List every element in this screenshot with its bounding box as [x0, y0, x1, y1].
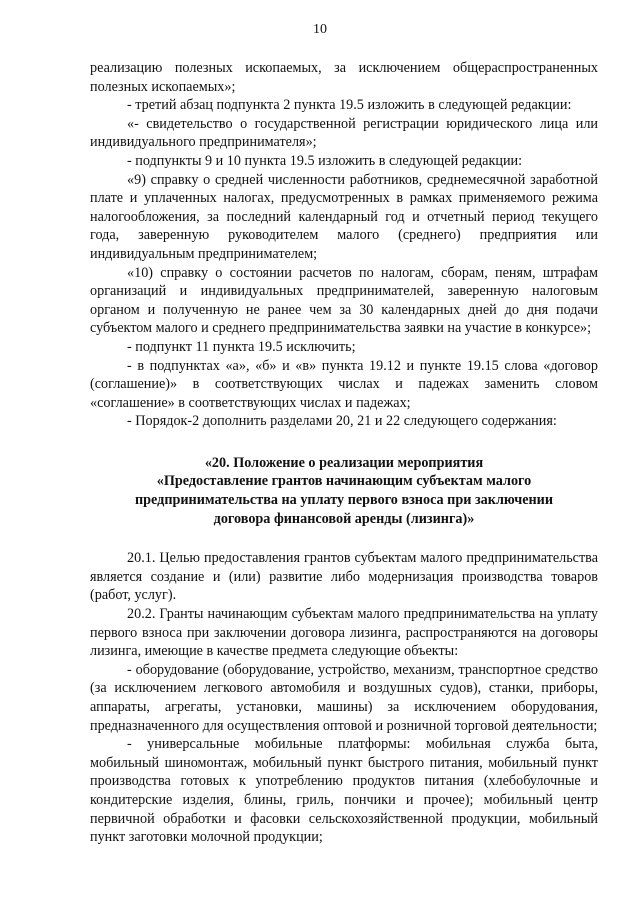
section-heading-line: предпринимательства на уплату первого взноса при заключении	[134, 492, 554, 509]
paragraph-quote-registration: «- свидетельство о государственной регистрации юридического лица или индивидуального предпринимателя»;	[90, 115, 598, 151]
page-number: 10	[313, 22, 327, 37]
paragraph-replace-words: - в подпунктах «а», «б» и «в» пункта 19.12 и пункте 19.15 слова «договор (соглашение)» в соответствующих числах и падежах заменить словом «соглашение» в соответствующих числах и падежах;	[90, 357, 598, 411]
paragraph-exclude-19-5-p11: - подпункт 11 пункта 19.5 исключить;	[127, 338, 356, 355]
section-heading-line: «20. Положение о реализации мероприятия	[204, 454, 484, 471]
paragraph-item-9: «9) справку о средней численности работников, среднемесячной заработной плате и уплаченных налогах, предусмотренных в рамках применяемого режима налогообложения, за последний календарный год и отчетный период текущего года, заверенную руководителем малого (среднего) предприятия или индивидуальным предпринимателем;	[90, 171, 598, 262]
paragraph-add-sections: - Порядок-2 дополнить разделами 20, 21 и 22 следующего содержания:	[127, 413, 557, 430]
paragraph-amendment-19-5-p9-10: - подпункты 9 и 10 пункта 19.5 изложить в следующей редакции:	[127, 152, 523, 169]
section-heading-line: «Предоставление грантов начинающим субъектам малого	[156, 473, 532, 490]
paragraph-20-1: 20.1. Целью предоставления грантов субъектам малого предпринимательства является создание и (или) развитие либо модернизация производства товаров (работ, услуг).	[90, 550, 598, 604]
document-body	[90, 59, 598, 847]
paragraph-equipment: - оборудование (оборудование, устройство, механизм, транспортное средство (за исключением легкового автомобиля и воздушных судов), станки, приборы, аппараты, агрегаты, установки, машины) за исключением оборудования, предназначенного для осуществления оптовой и розничной торговой деятельности;	[90, 661, 598, 734]
section-heading	[90, 454, 598, 528]
paragraph-20-2: 20.2. Гранты начинающим субъектам малого предпринимательства на уплату первого взноса при заключении договора лизинга, распространяются на договоры лизинга, имеющие в качестве предмета следующие объекты:	[90, 606, 598, 660]
paragraph-mobile-platforms: - универсальные мобильные платформы: мобильная служба быта, мобильный шиномонтаж, мобильный пункт быстрого питания, мобильный пункт производства готовых к употреблению продуктов питания (хлебобулочные и кондитерские изделия, блины, гриль, пончики и прочее); мобильный центр первичной обработки и фасовки сельскохозяйственной продукции, мобильный пункт заготовки молочной продукции;	[90, 736, 598, 846]
paragraph-item-10: «10) справку о состоянии расчетов по налогам, сборам, пеням, штрафам организаций и индивидуальных предпринимателей, заверенную налоговым органом и полученную не ранее чем за 30 календарных дней до дня подачи субъектом малого и среднего предпринимательства заявки на участие в конкурсе»;	[90, 264, 598, 337]
paragraph-continuation: реализацию полезных ископаемых, за исключением общераспространенных полезных ископаемых»;	[90, 60, 598, 95]
section-heading-line: договора финансовой аренды (лизинга)»	[213, 510, 475, 527]
paragraph-amendment-19-5-p2: - третий абзац подпункта 2 пункта 19.5 изложить в следующей редакции:	[127, 97, 572, 114]
